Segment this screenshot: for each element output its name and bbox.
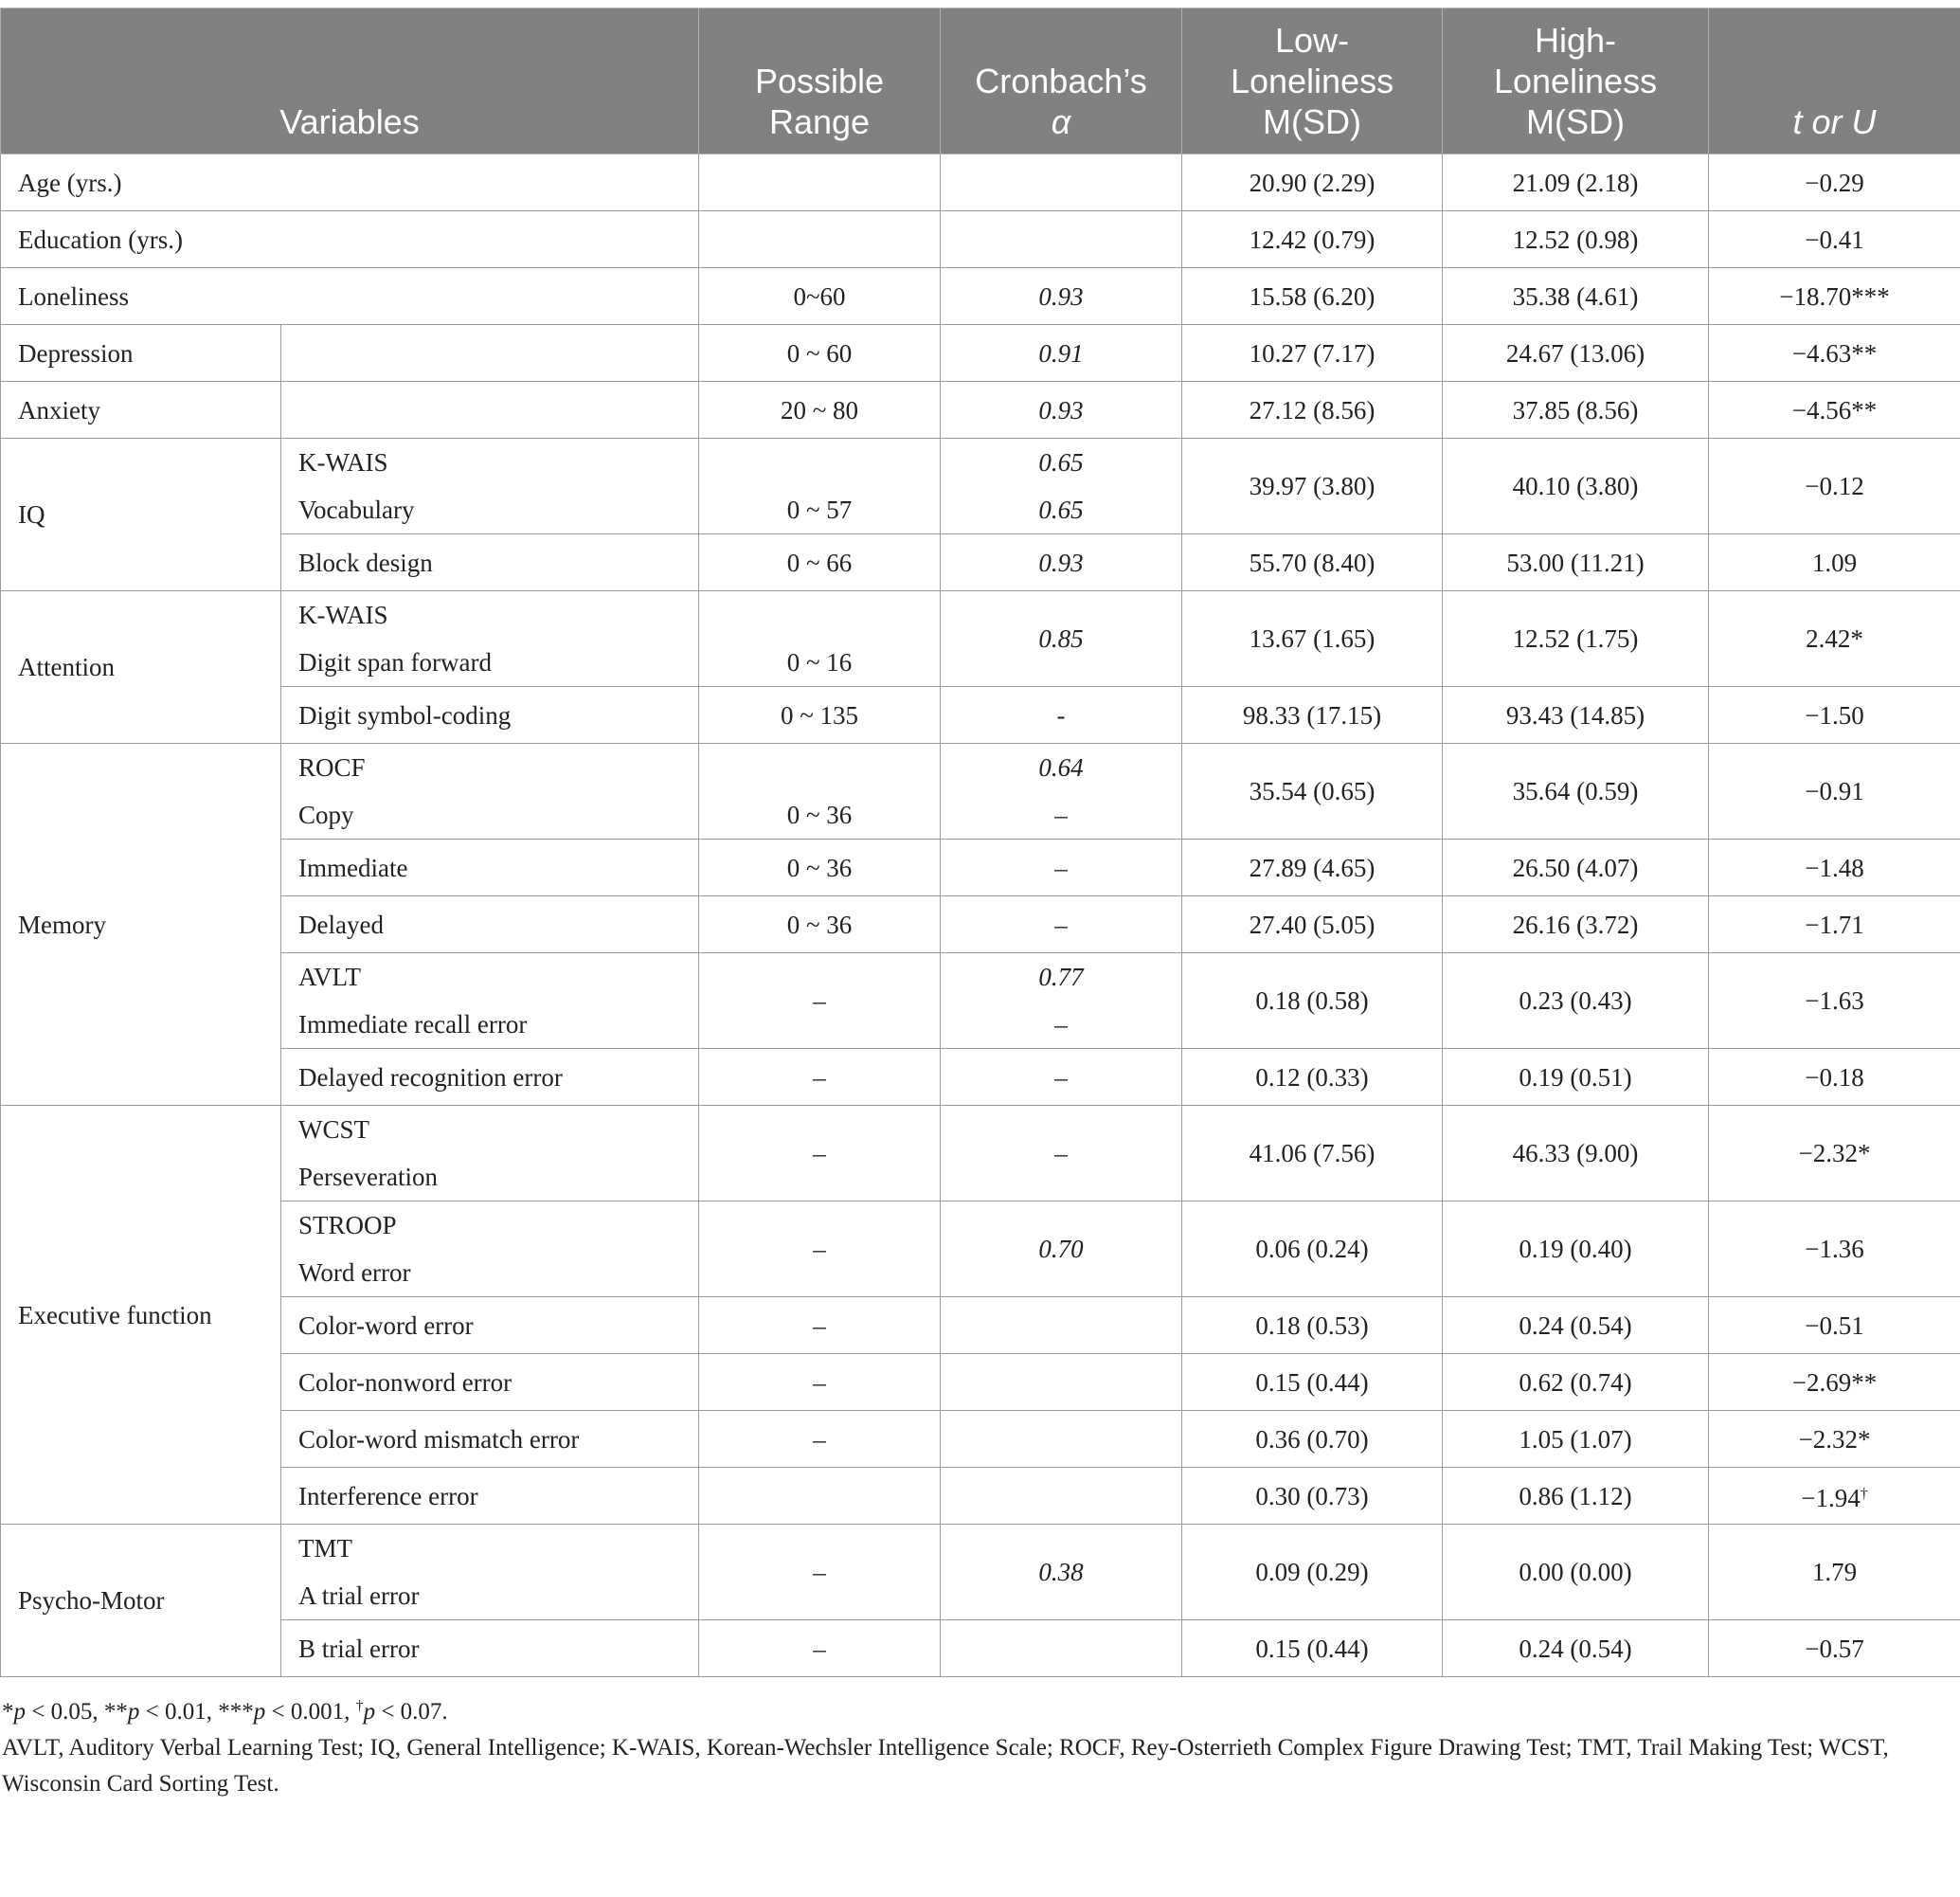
alpha-cell: 0.38 [941, 1525, 1182, 1620]
low-cell: 0.30 (0.73) [1182, 1468, 1443, 1525]
group-label-executive: Executive function [1, 1106, 281, 1525]
alpha-cell: - [941, 687, 1182, 744]
alpha-cell: 0.64 – [941, 744, 1182, 840]
stat-cell: −2.32* [1709, 1411, 1960, 1468]
alpha-cell: 0.85 [941, 591, 1182, 687]
range-cell: – [699, 1297, 941, 1354]
sub-label: AVLT Immediate recall error [281, 953, 699, 1049]
alpha-cell: 0.91 [941, 325, 1182, 382]
table-row [1, 896, 1960, 953]
stat-cell: −0.18 [1709, 1049, 1960, 1106]
sub-label: K-WAIS Digit span forward [281, 591, 699, 687]
sub-label: Interference error [281, 1468, 699, 1525]
table-row [1, 744, 1960, 840]
alpha-cell [941, 154, 1182, 211]
table-row [1, 268, 1960, 325]
table-row [1, 687, 1960, 744]
table-row [1, 534, 1960, 591]
high-cell: 0.19 (0.40) [1443, 1201, 1709, 1297]
alpha-cell: 0.77 – [941, 953, 1182, 1049]
range-cell: – [699, 1354, 941, 1411]
significance-note: *p < 0.05, **p < 0.01, ***p < 0.001, †p < 0.07. [2, 1698, 448, 1725]
table-row [1, 325, 1960, 382]
range-cell: 0 ~ 16 [699, 591, 941, 687]
high-cell: 24.67 (13.06) [1443, 325, 1709, 382]
header-possible-range: Possible Range [699, 9, 941, 154]
alpha-cell: – [941, 896, 1182, 953]
table-row [1, 154, 1960, 211]
sub-label: STROOP Word error [281, 1201, 699, 1297]
sub-label: ROCF Copy [281, 744, 699, 840]
table-row [1, 1297, 1960, 1354]
high-cell: 1.05 (1.07) [1443, 1411, 1709, 1468]
sub-label: TMT A trial error [281, 1525, 699, 1620]
results-table-container [0, 8, 1960, 1802]
sub-label: Color-nonword error [281, 1354, 699, 1411]
high-cell: 26.50 (4.07) [1443, 840, 1709, 896]
low-cell: 15.58 (6.20) [1182, 268, 1443, 325]
row-label: Depression [1, 325, 281, 382]
range-cell: – [699, 1525, 941, 1620]
group-label-iq: IQ [1, 439, 281, 591]
alpha-cell: 0.93 [941, 534, 1182, 591]
low-cell: 20.90 (2.29) [1182, 154, 1443, 211]
row-label: Loneliness [1, 268, 699, 325]
table-row [1, 840, 1960, 896]
low-cell: 98.33 (17.15) [1182, 687, 1443, 744]
high-cell: 0.19 (0.51) [1443, 1049, 1709, 1106]
alpha-cell [941, 1411, 1182, 1468]
stat-cell: 2.42* [1709, 591, 1960, 687]
sub-label: K-WAIS Vocabulary [281, 439, 699, 534]
table-row [1, 439, 1960, 534]
low-cell: 39.97 (3.80) [1182, 439, 1443, 534]
group-label-memory: Memory [1, 744, 281, 1106]
empty-cell [281, 382, 699, 439]
alpha-cell: – [941, 1049, 1182, 1106]
alpha-cell: 0.65 0.65 [941, 439, 1182, 534]
sub-label: Delayed [281, 896, 699, 953]
header-variables: Variables [1, 9, 699, 154]
range-cell: 0 ~ 66 [699, 534, 941, 591]
sub-label: WCST Perseveration [281, 1106, 699, 1201]
row-label: Education (yrs.) [1, 211, 699, 268]
stat-cell: 1.79 [1709, 1525, 1960, 1620]
stat-cell: −0.91 [1709, 744, 1960, 840]
high-cell: 40.10 (3.80) [1443, 439, 1709, 534]
table-row [1, 1106, 1960, 1201]
stat-cell: −4.63** [1709, 325, 1960, 382]
stat-cell: −1.48 [1709, 840, 1960, 896]
high-cell: 37.85 (8.56) [1443, 382, 1709, 439]
high-cell: 0.00 (0.00) [1443, 1525, 1709, 1620]
table-row [1, 591, 1960, 687]
range-cell: 0~60 [699, 268, 941, 325]
header-cronbach-alpha: Cronbach’s α [941, 9, 1182, 154]
high-cell: 12.52 (0.98) [1443, 211, 1709, 268]
alpha-cell [941, 1620, 1182, 1677]
low-cell: 41.06 (7.56) [1182, 1106, 1443, 1201]
table-row [1, 382, 1960, 439]
range-cell: – [699, 1049, 941, 1106]
table-row [1, 1620, 1960, 1677]
range-cell: 0 ~ 36 [699, 896, 941, 953]
stat-cell: −4.56** [1709, 382, 1960, 439]
table-row [1, 1525, 1960, 1620]
low-cell: 0.12 (0.33) [1182, 1049, 1443, 1106]
range-cell: – [699, 1620, 941, 1677]
high-cell: 46.33 (9.00) [1443, 1106, 1709, 1201]
high-cell: 35.38 (4.61) [1443, 268, 1709, 325]
range-cell [699, 1468, 941, 1525]
stat-cell: −1.94† [1709, 1468, 1960, 1525]
abbreviation-note: AVLT, Auditory Verbal Learning Test; IQ, General Intelligence; K-WAIS, Korean-Wechsler Intelligence Scale; ROCF, Rey-Osterrieth Complex Figure Drawing Test; TMT, Trail Making Test; WCST, Wisconsin Card Sorting Test. [2, 1735, 1889, 1797]
table-row [1, 1201, 1960, 1297]
range-cell: 0 ~ 57 [699, 439, 941, 534]
stat-cell: −2.69** [1709, 1354, 1960, 1411]
alpha-cell [941, 1354, 1182, 1411]
empty-cell [281, 325, 699, 382]
high-cell: 12.52 (1.75) [1443, 591, 1709, 687]
range-cell [699, 211, 941, 268]
high-cell: 35.64 (0.59) [1443, 744, 1709, 840]
low-cell: 0.15 (0.44) [1182, 1354, 1443, 1411]
stat-cell: −0.12 [1709, 439, 1960, 534]
stat-cell: −1.50 [1709, 687, 1960, 744]
row-label: Age (yrs.) [1, 154, 699, 211]
low-cell: 0.06 (0.24) [1182, 1201, 1443, 1297]
alpha-cell: 0.70 [941, 1201, 1182, 1297]
stat-cell: −1.71 [1709, 896, 1960, 953]
row-label: Anxiety [1, 382, 281, 439]
low-cell: 0.36 (0.70) [1182, 1411, 1443, 1468]
low-cell: 27.40 (5.05) [1182, 896, 1443, 953]
low-cell: 0.15 (0.44) [1182, 1620, 1443, 1677]
table-footnote [2, 1689, 1960, 1802]
stat-cell: −1.36 [1709, 1201, 1960, 1297]
alpha-cell [941, 1468, 1182, 1525]
header-high-loneliness: High- Loneliness M(SD) [1443, 9, 1709, 154]
alpha-cell [941, 1297, 1182, 1354]
high-cell: 26.16 (3.72) [1443, 896, 1709, 953]
table-row [1, 1049, 1960, 1106]
stat-cell: −0.51 [1709, 1297, 1960, 1354]
high-cell: 0.23 (0.43) [1443, 953, 1709, 1049]
high-cell: 93.43 (14.85) [1443, 687, 1709, 744]
low-cell: 0.18 (0.53) [1182, 1297, 1443, 1354]
alpha-cell: 0.93 [941, 268, 1182, 325]
header-row [1, 9, 1960, 154]
range-cell: 0 ~ 36 [699, 744, 941, 840]
sub-label: Immediate [281, 840, 699, 896]
stat-cell: −0.57 [1709, 1620, 1960, 1677]
stat-cell: −2.32* [1709, 1106, 1960, 1201]
high-cell: 0.86 (1.12) [1443, 1468, 1709, 1525]
group-label-attention: Attention [1, 591, 281, 744]
header-t-or-u: t or U [1709, 9, 1960, 154]
low-cell: 13.67 (1.65) [1182, 591, 1443, 687]
low-cell: 35.54 (0.65) [1182, 744, 1443, 840]
alpha-cell: – [941, 1106, 1182, 1201]
high-cell: 0.24 (0.54) [1443, 1297, 1709, 1354]
header-low-loneliness: Low- Loneliness M(SD) [1182, 9, 1443, 154]
table-row [1, 211, 1960, 268]
stat-cell: −0.41 [1709, 211, 1960, 268]
range-cell: 0 ~ 135 [699, 687, 941, 744]
table-row [1, 1411, 1960, 1468]
low-cell: 27.89 (4.65) [1182, 840, 1443, 896]
low-cell: 0.09 (0.29) [1182, 1525, 1443, 1620]
low-cell: 12.42 (0.79) [1182, 211, 1443, 268]
range-cell: 20 ~ 80 [699, 382, 941, 439]
range-cell: – [699, 1106, 941, 1201]
low-cell: 10.27 (7.17) [1182, 325, 1443, 382]
high-cell: 21.09 (2.18) [1443, 154, 1709, 211]
sub-label: Color-word mismatch error [281, 1411, 699, 1468]
table-row [1, 953, 1960, 1049]
stat-cell: 1.09 [1709, 534, 1960, 591]
high-cell: 0.62 (0.74) [1443, 1354, 1709, 1411]
sub-label: Color-word error [281, 1297, 699, 1354]
low-cell: 0.18 (0.58) [1182, 953, 1443, 1049]
range-cell: – [699, 1411, 941, 1468]
high-cell: 0.24 (0.54) [1443, 1620, 1709, 1677]
table-row [1, 1354, 1960, 1411]
low-cell: 55.70 (8.40) [1182, 534, 1443, 591]
stat-cell: −18.70*** [1709, 268, 1960, 325]
results-table [0, 8, 1960, 1677]
high-cell: 53.00 (11.21) [1443, 534, 1709, 591]
range-cell: – [699, 953, 941, 1049]
table-row [1, 1468, 1960, 1525]
range-cell: – [699, 1201, 941, 1297]
sub-label: B trial error [281, 1620, 699, 1677]
sub-label: Block design [281, 534, 699, 591]
range-cell: 0 ~ 36 [699, 840, 941, 896]
stat-cell: −1.63 [1709, 953, 1960, 1049]
sub-label: Digit symbol-coding [281, 687, 699, 744]
alpha-cell: 0.93 [941, 382, 1182, 439]
sub-label: Delayed recognition error [281, 1049, 699, 1106]
low-cell: 27.12 (8.56) [1182, 382, 1443, 439]
alpha-cell [941, 211, 1182, 268]
alpha-cell: – [941, 840, 1182, 896]
range-cell: 0 ~ 60 [699, 325, 941, 382]
stat-cell: −0.29 [1709, 154, 1960, 211]
group-label-psychomotor: Psycho-Motor [1, 1525, 281, 1677]
range-cell [699, 154, 941, 211]
